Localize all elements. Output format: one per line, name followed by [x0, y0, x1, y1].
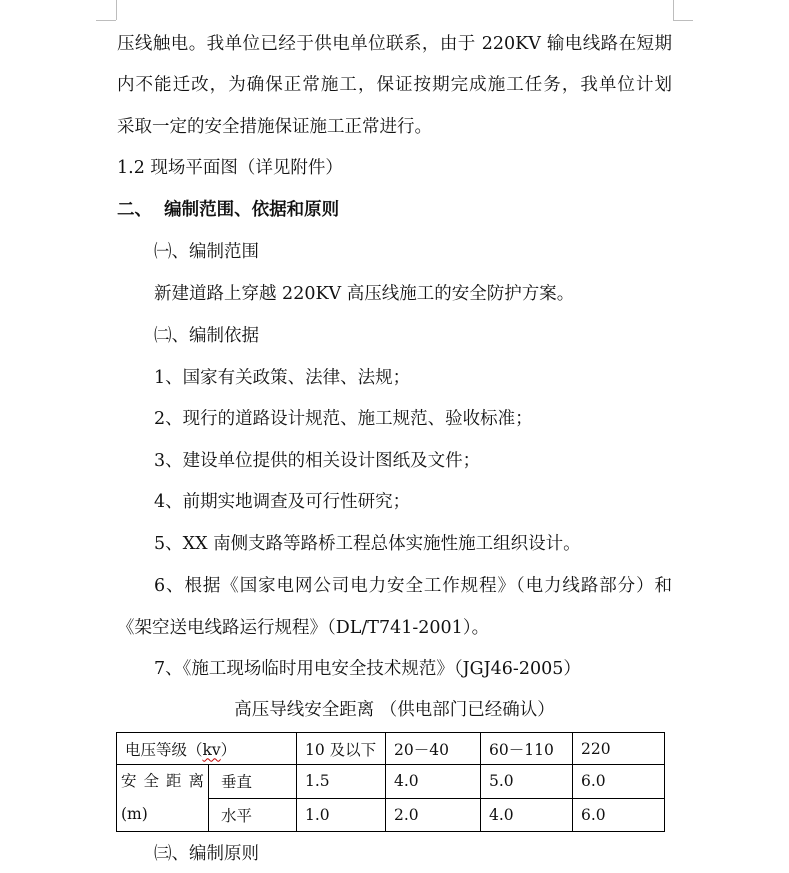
basis-item: 4、前期实地调查及可行性研究； [154, 492, 411, 512]
safety-distance-label-text: 安全距离 [121, 772, 204, 790]
body-paragraph-line: 内不能迁改，为确保正常施工，保证按期完成施工任务，我单位计划 [117, 75, 672, 95]
distance-cell: 6.0 [573, 765, 665, 799]
basis-item-continued: 《架空送电线路运行规程》（DL/T741-2001）。 [117, 618, 490, 638]
voltage-label-suffix: ） [220, 740, 237, 759]
subsection-scope: ㈠、编制范围 [154, 242, 259, 262]
section-heading: 二、 编制范围、依据和原则 [117, 200, 340, 220]
safety-distance-table [116, 732, 665, 832]
safety-distance-unit: (m) [121, 805, 148, 823]
basis-item: 3、建设单位提供的相关设计图纸及文件； [154, 451, 481, 471]
table-caption: 高压导线安全距离 （供电部门已经确认） [234, 700, 555, 720]
row-label-vertical: 垂直 [209, 765, 297, 799]
voltage-level-cell: 10 及以下 [297, 733, 386, 765]
table-row [117, 765, 665, 799]
basis-item: 7、《施工现场临时用电安全技术规范》（JGJ46-2005） [154, 659, 581, 679]
safety-distance-label [117, 765, 209, 832]
distance-cell: 5.0 [481, 765, 573, 799]
basis-item: 2、现行的道路设计规范、施工规范、验收标准； [154, 409, 533, 429]
basis-item: 5、XX 南侧支路等路桥工程总体实施性施工组织设计。 [154, 534, 581, 554]
distance-cell: 4.0 [481, 798, 573, 832]
body-paragraph-line: 压线触电。我单位已经于供电单位联系，由于 220KV 输电线路在短期 [117, 34, 672, 54]
subsection-principles: ㈢、编制原则 [154, 844, 259, 864]
voltage-level-cell: 220 [573, 733, 665, 765]
basis-item: 6、根据《国家电网公司电力安全工作规程》（电力线路部分）和 [154, 576, 672, 596]
voltage-unit: kv [202, 740, 221, 759]
basis-item: 1、国家有关政策、法律、法规； [154, 368, 411, 388]
subsection-site-plan: 1.2 现场平面图（详见附件） [117, 158, 343, 178]
voltage-level-cell: 20－40 [386, 733, 481, 765]
distance-cell: 2.0 [386, 798, 481, 832]
crop-mark-left [116, 0, 117, 20]
body-paragraph-line: 采取一定的安全措施保证施工正常进行。 [117, 117, 432, 137]
row-label-horizontal: 水平 [209, 798, 297, 832]
table-header-row [117, 733, 665, 765]
voltage-level-header [117, 733, 297, 765]
crop-mark-right-h [673, 20, 693, 21]
distance-cell: 4.0 [386, 765, 481, 799]
distance-cell: 6.0 [573, 798, 665, 832]
voltage-level-cell: 60－110 [481, 733, 573, 765]
crop-mark-right [673, 0, 674, 20]
scope-text: 新建道路上穿越 220KV 高压线施工的安全防护方案。 [154, 284, 575, 304]
crop-mark-left-h [96, 20, 116, 21]
voltage-label-prefix: 电压等级（ [125, 740, 203, 759]
subsection-basis: ㈡、编制依据 [154, 326, 259, 346]
distance-cell: 1.5 [297, 765, 386, 799]
distance-cell: 1.0 [297, 798, 386, 832]
